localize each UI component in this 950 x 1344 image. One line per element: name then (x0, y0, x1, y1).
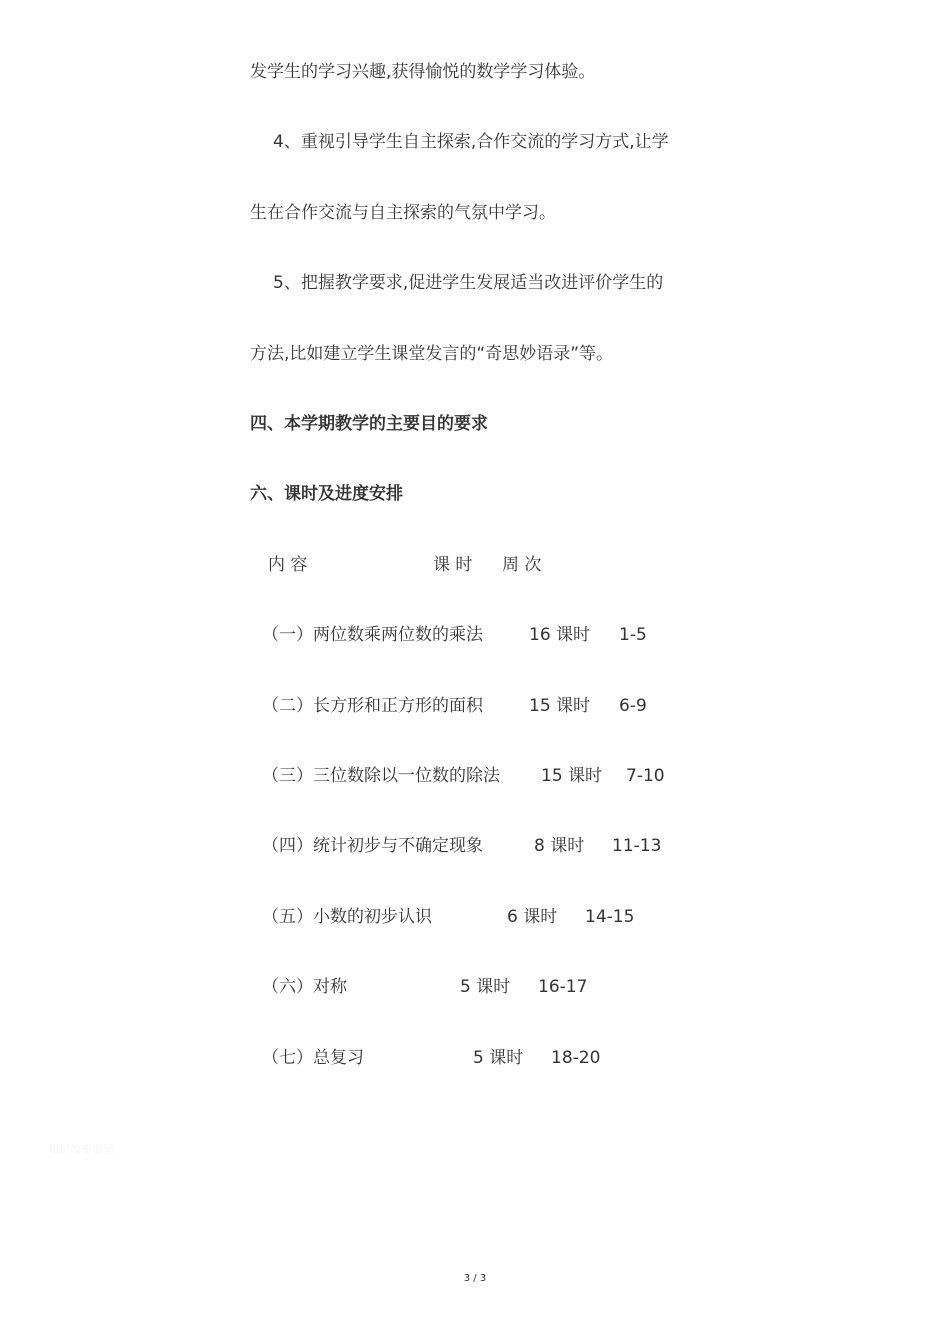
row-content: （七）总复习 (262, 1048, 364, 1068)
row-hours: 6 课时 (507, 907, 558, 927)
row-weeks: 14-15 (585, 907, 635, 927)
row-hours: 15 课时 (529, 696, 591, 716)
row-weeks: 11-13 (612, 836, 662, 856)
row-weeks: 18-20 (551, 1048, 601, 1068)
paragraph-line-1: 发学生的学习兴趣,获得愉悦的数学学习体验。 (250, 62, 596, 82)
row-weeks: 7-10 (626, 766, 665, 786)
row-hours: 8 课时 (534, 836, 585, 856)
header-weeks: 周 次 (502, 555, 542, 575)
row-content: （五）小数的初步认识 (262, 907, 432, 927)
watermark-text: 知识改变命运 (48, 1143, 114, 1156)
row-content: （六）对称 (262, 977, 347, 997)
paragraph-line-5: 方法,比如建立学生课堂发言的“奇思妙语录”等。 (250, 344, 614, 364)
paragraph-line-3: 生在合作交流与自主探索的气氛中学习。 (250, 203, 556, 223)
row-content: （一）两位数乘两位数的乘法 (262, 625, 483, 645)
paragraph-line-4: 5、把握教学要求,促进学生发展适当改进评价学生的 (273, 273, 664, 293)
header-content: 内 容 (268, 555, 308, 575)
paragraph-line-2: 4、重视引导学生自主探索,合作交流的学习方式,让学 (273, 132, 669, 152)
row-hours: 15 课时 (541, 766, 603, 786)
header-hours: 课 时 (433, 555, 473, 575)
row-hours: 16 课时 (529, 625, 591, 645)
page-number: 3 / 3 (463, 1273, 487, 1284)
row-content: （二）长方形和正方形的面积 (262, 696, 483, 716)
section-heading-4: 四、本学期教学的主要目的要求 (250, 414, 488, 434)
row-content: （四）统计初步与不确定现象 (262, 836, 483, 856)
row-content: （三）三位数除以一位数的除法 (262, 766, 500, 786)
section-heading-6: 六、课时及进度安排 (250, 484, 403, 504)
row-hours: 5 课时 (473, 1048, 524, 1068)
row-weeks: 1-5 (619, 625, 647, 645)
row-weeks: 6-9 (619, 696, 647, 716)
row-hours: 5 课时 (460, 977, 511, 997)
row-weeks: 16-17 (538, 977, 588, 997)
